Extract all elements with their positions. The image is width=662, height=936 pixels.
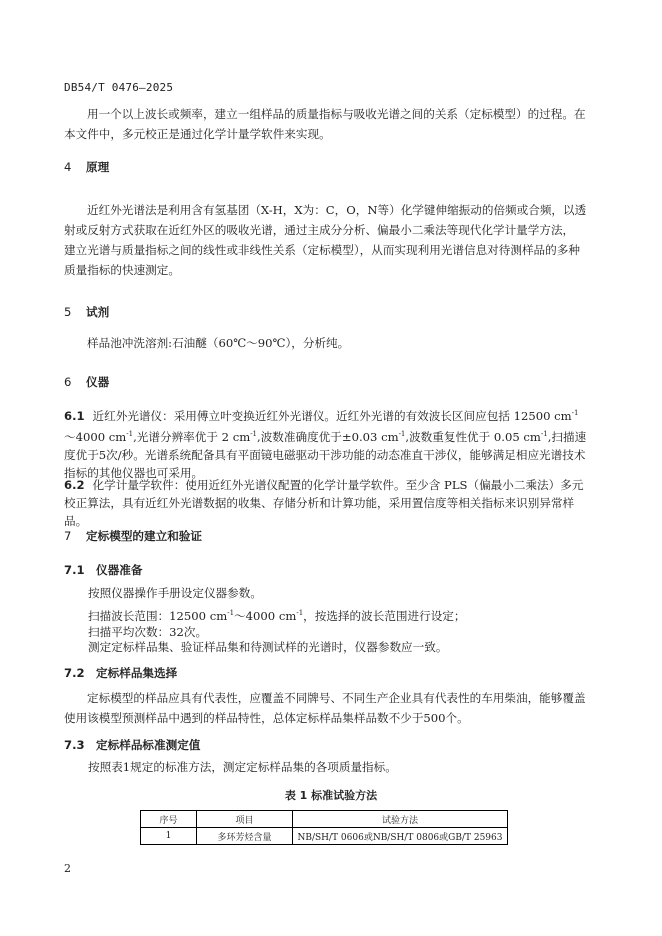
section-number: 7 xyxy=(64,529,72,543)
table-header-row xyxy=(141,811,508,828)
sample-selection-text: 定标模型的样品应具有代表性，应覆盖不同牌号、不同生产企业具有代表性的车用柴油，能够覆盖使用该模型预测样品中遇到的样品特性，总体定标样品集样品数不少于500个。 xyxy=(64,691,586,725)
item-number: 6.2 xyxy=(64,478,85,492)
subsection-title: 定标样品集选择 xyxy=(96,666,178,680)
section-number: 5 xyxy=(64,305,72,319)
subsection-7-2-paragraph xyxy=(64,688,588,728)
section-number: 4 xyxy=(64,160,72,174)
superscript: -1 xyxy=(540,429,548,438)
item-text: ,扫描速度优于5次/秒。光谱系统配备具有平面镜电磁驱动干涉功能的动态准直干涉仪，能够满足相应光谱技术指标的其他仪器也可采用。 xyxy=(64,429,587,480)
subsection-title: 仪器准备 xyxy=(96,563,143,577)
table-cell: 1 xyxy=(141,828,197,845)
principle-text: 近红外光谱法是利用含有氢基团（X-H，X为：C，O，N等）化学键伸缩振动的倍频或合频，以透射或反射方式获取在近红外区的吸收光谱，通过主成分分析、偏最小二乘法等现代化学计量学方法， 建立光谱与质量指标之间的线性或非线性关系（定标模型），从而实现利用光谱信息对待测样品的多种质量指标的快速测定。 xyxy=(64,203,587,277)
section-5-paragraph xyxy=(64,333,588,353)
page-number: 2 xyxy=(64,862,71,875)
item-text: ～4000 cm xyxy=(64,429,127,444)
subsection-number: 7.3 xyxy=(64,738,85,752)
section-4-paragraph xyxy=(64,200,588,280)
subsection-7-1-heading xyxy=(64,562,142,578)
superscript: -1 xyxy=(296,609,304,617)
section-6-heading xyxy=(64,374,109,390)
standard-methods-table xyxy=(140,810,508,845)
item-text: ,波数重复性优于 0.05 cm xyxy=(405,429,541,444)
section-number: 6 xyxy=(64,375,72,389)
setup-line-1: 按照仪器操作手册设定仪器参数。 xyxy=(88,586,262,600)
table-row xyxy=(141,828,508,845)
subsection-title: 定标样品标准测定值 xyxy=(96,738,201,752)
table-caption: 表 1 标准试验方法 xyxy=(284,789,378,802)
item-text: 化学计量学软件：使用近红外光谱仪配置的化学计量学软件。至少含 PLS（偏最小二乘法）多元校正算法，具有近红外光谱数据的收集、存储分析和计算功能，采用置信度等相关指标来识别异常样品。 xyxy=(64,478,584,528)
intro-paragraph xyxy=(64,104,588,144)
section-title: 定标模型的建立和验证 xyxy=(86,529,202,543)
superscript: -1 xyxy=(398,429,406,438)
subsection-7-3-heading xyxy=(64,737,200,753)
superscript: -1 xyxy=(571,409,579,417)
item-6-1 xyxy=(64,404,588,482)
item-number: 6.1 xyxy=(64,408,85,423)
document-id: DB54/T 0476—2025 xyxy=(64,81,174,94)
section-title: 仪器 xyxy=(86,375,110,389)
setup-line-3: 扫描平均次数：32次。 xyxy=(88,625,208,639)
header-cell: 序号 xyxy=(141,811,197,828)
subsection-7-3-text: 按照表1规定的标准方法，测定定标样品集的各项质量指标。 xyxy=(88,760,397,774)
item-6-2 xyxy=(64,476,588,530)
line-text: ，按选择的波长范围进行设定； xyxy=(303,608,466,623)
header-cell: 项目 xyxy=(197,811,293,828)
item-text: ,波数准确度优于±0.03 cm xyxy=(257,429,399,444)
reagent-text: 样品池冲洗溶剂:石油醚（60℃～90℃），分析纯。 xyxy=(87,336,350,350)
section-title: 试剂 xyxy=(86,305,110,319)
section-7-heading xyxy=(64,528,202,544)
subsection-7-2-heading xyxy=(64,665,177,681)
subsection-number: 7.1 xyxy=(64,563,85,577)
item-text: 近红外光谱仪：采用傅立叶变换近红外光谱仪。近红外光谱的有效波长区间应包括 12500 cm xyxy=(92,408,572,423)
line-text: 扫描波长范围：12500 cm xyxy=(88,608,228,623)
superscript: -1 xyxy=(126,429,134,438)
line-text: ～4000 cm xyxy=(234,608,297,623)
header-cell: 试验方法 xyxy=(293,811,508,828)
table-cell: NB/SH/T 0606或NB/SH/T 0806或GB/T 25963 xyxy=(293,828,508,845)
section-4-heading xyxy=(64,159,109,175)
table-cell: 多环芳烃含量 xyxy=(197,828,293,845)
section-title: 原理 xyxy=(86,160,110,174)
superscript: -1 xyxy=(227,609,235,617)
setup-line-4: 测定定标样品集、验证样品集和待测试样的光谱时，仪器参数应一致。 xyxy=(88,640,448,654)
section-5-heading xyxy=(64,304,109,320)
subsection-number: 7.2 xyxy=(64,666,85,680)
superscript: -1 xyxy=(250,429,258,438)
item-text: ,光谱分辨率优于 2 cm xyxy=(133,429,251,444)
intro-text: 用一个以上波长或频率，建立一组样品的质量指标与吸收光谱之间的关系（定标模型）的过程。在本文件中，多元校正是通过化学计量学软件来实现。 xyxy=(64,107,586,141)
